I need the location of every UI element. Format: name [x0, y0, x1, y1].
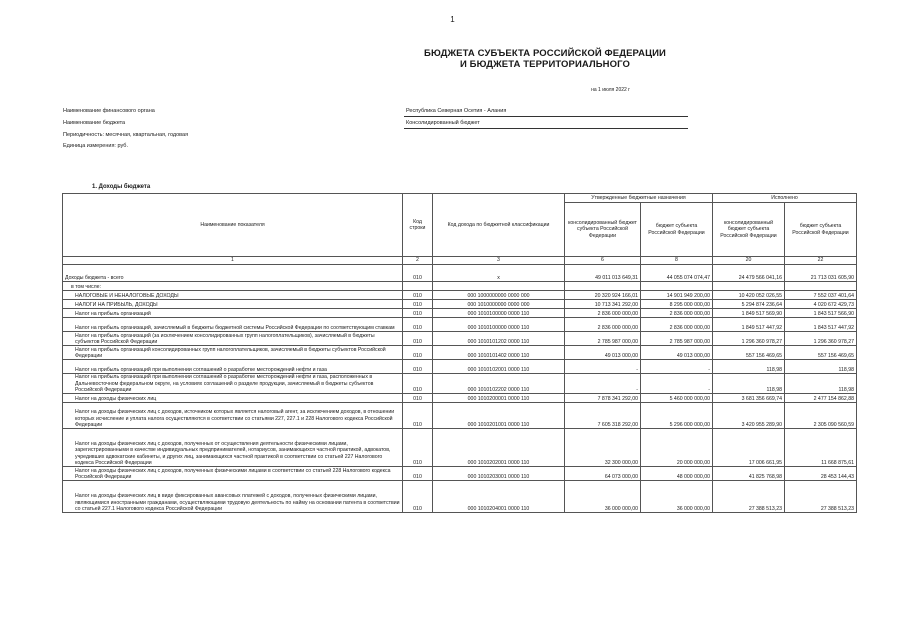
- row-approved-subject: 5 296 000 000,00: [641, 403, 713, 429]
- row-name: Налог на прибыль организаций, зачисляемый в бюджеты бюджетной системы Российской Федерации по соответствующим ставкам: [63, 318, 403, 332]
- row-approved-consolidated: 49 011 013 649,31: [565, 265, 641, 282]
- row-executed-subject: 7 552 037 401,64: [785, 291, 857, 300]
- header-name: Наименование показателя: [63, 194, 403, 257]
- row-approved-consolidated: -: [565, 374, 641, 394]
- row-kbk: 000 1010204001 0000 110: [433, 481, 565, 513]
- row-executed-subject: 21 713 031 605,90: [785, 265, 857, 282]
- row-name: Налог на доходы физических лиц с доходов, источником которых является налоговый агент, за исключением доходов, в отношении которых исчисление и уплата налога осуществляются в соответствии со статьями 227, 227.1 и 228 Налогового кодекса Российской Федерации: [63, 403, 403, 429]
- row-executed-subject: 557 156 469,65: [785, 346, 857, 360]
- col-number-5: 8: [641, 257, 713, 265]
- row-approved-consolidated: [565, 282, 641, 291]
- row-approved-subject: 5 460 000 000,00: [641, 394, 713, 403]
- row-kbk: 000 1010102202 0000 110: [433, 374, 565, 394]
- table-row: [63, 300, 857, 309]
- table-row: [63, 346, 857, 360]
- row-name: НАЛОГИ НА ПРИБЫЛЬ, ДОХОДЫ: [63, 300, 403, 309]
- row-code: 010: [403, 394, 433, 403]
- row-approved-consolidated: 7 878 341 292,00: [565, 394, 641, 403]
- row-approved-subject: 2 836 000 000,00: [641, 318, 713, 332]
- row-approved-consolidated: 20 320 924 166,01: [565, 291, 641, 300]
- row-approved-consolidated: 49 013 000,00: [565, 346, 641, 360]
- row-approved-subject: -: [641, 360, 713, 374]
- row-executed-subject: 28 453 144,43: [785, 467, 857, 481]
- row-code: 010: [403, 429, 433, 467]
- row-name: Налог на прибыль организаций при выполнении соглашений о разработке месторождений нефти и газа, расположенных в Дальневосточном федеральном округе, на условиях соглашений о разделе продукции, зачисляемый в бюджеты субъектов Российской Федерации: [63, 374, 403, 394]
- row-code: 010: [403, 318, 433, 332]
- row-name: в том числе:: [63, 282, 403, 291]
- row-approved-subject: 2 836 000 000,00: [641, 309, 713, 318]
- row-approved-consolidated: 36 000 000,00: [565, 481, 641, 513]
- row-executed-consolidated: 17 006 661,95: [713, 429, 785, 467]
- row-name: НАЛОГОВЫЕ И НЕНАЛОГОВЫЕ ДОХОДЫ: [63, 291, 403, 300]
- org-label: Наименование финансового органа: [63, 108, 155, 114]
- row-approved-consolidated: 10 713 341 292,00: [565, 300, 641, 309]
- row-code: 010: [403, 332, 433, 346]
- row-name: Налог на прибыль организаций при выполнении соглашений о разработке месторождений нефти и газа: [63, 360, 403, 374]
- org-underline: [404, 116, 688, 117]
- org-value: Республика Северная Осетия - Алания: [406, 108, 507, 114]
- row-executed-consolidated: 118,98: [713, 374, 785, 394]
- table-row: [63, 360, 857, 374]
- table-row: [63, 291, 857, 300]
- row-approved-consolidated: 2 785 987 000,00: [565, 332, 641, 346]
- row-code: 010: [403, 403, 433, 429]
- header-approved-group: Утвержденные бюджетные назначения: [565, 194, 713, 203]
- title-line-1: БЮДЖЕТА СУБЪЕКТА РОССИЙСКОЙ ФЕДЕРАЦИИ: [424, 48, 666, 59]
- row-executed-subject: 11 668 875,61: [785, 429, 857, 467]
- row-approved-subject: 14 901 949 200,00: [641, 291, 713, 300]
- table-row: [63, 394, 857, 403]
- table-row: [63, 309, 857, 318]
- row-approved-subject: -: [641, 374, 713, 394]
- section-title: 1. Доходы бюджета: [92, 184, 151, 190]
- col-number-2: 2: [403, 257, 433, 265]
- row-name: Налог на прибыль организаций: [63, 309, 403, 318]
- col-number-7: 22: [785, 257, 857, 265]
- row-approved-subject: 2 785 987 000,00: [641, 332, 713, 346]
- col-number-4: 6: [565, 257, 641, 265]
- row-executed-subject: 1 843 517 566,90: [785, 309, 857, 318]
- row-approved-consolidated: -: [565, 360, 641, 374]
- row-executed-consolidated: 1 849 517 447,92: [713, 318, 785, 332]
- row-code: 010: [403, 374, 433, 394]
- row-kbk: x: [433, 265, 565, 282]
- row-code: 010: [403, 346, 433, 360]
- row-executed-consolidated: 10 420 052 026,55: [713, 291, 785, 300]
- row-name: Налог на доходы физических лиц с доходов, полученных от осуществления деятельности физическими лицами, зарегистрированными в качестве индивидуальных предпринимателей, нотариусов, занимающихся частной практикой, адвокатов, учредивших адвокатские кабинеты, и других лиц, занимающихся частной практикой в соответствии со статьей 227 Налогового кодекса Российской Федерации: [63, 429, 403, 467]
- row-executed-subject: 118,98: [785, 360, 857, 374]
- row-code: 010: [403, 265, 433, 282]
- row-kbk: 000 1010203001 0000 110: [433, 467, 565, 481]
- row-code: [403, 282, 433, 291]
- row-kbk: 000 1010101202 0000 110: [433, 332, 565, 346]
- row-code: 010: [403, 309, 433, 318]
- row-executed-consolidated: 27 388 513,23: [713, 481, 785, 513]
- header-kbk: Код дохода по бюджетной классификации: [433, 194, 565, 257]
- row-executed-subject: 27 388 513,23: [785, 481, 857, 513]
- row-executed-subject: 118,98: [785, 374, 857, 394]
- row-executed-consolidated: [713, 282, 785, 291]
- header-group-row: [63, 194, 857, 203]
- row-approved-consolidated: 2 836 000 000,00: [565, 309, 641, 318]
- row-kbk: [433, 282, 565, 291]
- income-table: [62, 193, 857, 513]
- header-code: Код строки: [403, 194, 433, 257]
- row-approved-consolidated: 32 300 000,00: [565, 429, 641, 467]
- row-kbk: 000 1010200001 0000 110: [433, 394, 565, 403]
- unit-label: Единица измерения: руб.: [63, 143, 128, 149]
- row-kbk: 000 1010100000 0000 110: [433, 309, 565, 318]
- header-number-row: [63, 257, 857, 265]
- row-executed-consolidated: 24 479 566 041,16: [713, 265, 785, 282]
- row-code: 010: [403, 467, 433, 481]
- header-approved-consolidated: консолидированный бюджет субъекта Российской Федерации: [565, 203, 641, 257]
- header-executed-subject: бюджет субъекта Российской Федерации: [785, 203, 857, 257]
- col-number-3: 3: [433, 257, 565, 265]
- row-approved-subject: 8 295 000 000,00: [641, 300, 713, 309]
- col-number-6: 20: [713, 257, 785, 265]
- row-executed-consolidated: 3 681 356 669,74: [713, 394, 785, 403]
- row-approved-consolidated: 64 073 000,00: [565, 467, 641, 481]
- row-approved-subject: 36 000 000,00: [641, 481, 713, 513]
- row-executed-consolidated: 41 825 768,98: [713, 467, 785, 481]
- row-executed-subject: 1 296 360 978,27: [785, 332, 857, 346]
- table-row: [63, 481, 857, 513]
- row-name: Налог на доходы физических лиц: [63, 394, 403, 403]
- row-approved-consolidated: 2 836 000 000,00: [565, 318, 641, 332]
- row-executed-consolidated: 118,98: [713, 360, 785, 374]
- row-name: Налог на прибыль организаций (за исключением консолидированных групп налогоплательщиков), зачисляемый в бюджеты субъектов Российской Федерации: [63, 332, 403, 346]
- row-approved-subject: 48 000 000,00: [641, 467, 713, 481]
- table-row: [63, 403, 857, 429]
- row-name: Налог на доходы физических лиц в виде фиксированных авансовых платежей с доходов, полученных физическими лицами, являющимися иностранными гражданами, осуществляющими трудовую деятельность по найму на основании патента в соответствии со статьей 227.1 Налогового кодекса Российской Федерации: [63, 481, 403, 513]
- row-approved-subject: [641, 282, 713, 291]
- row-executed-subject: 4 020 672 429,73: [785, 300, 857, 309]
- table-row: [63, 374, 857, 394]
- col-number-1: 1: [63, 257, 403, 265]
- row-approved-subject: 49 013 000,00: [641, 346, 713, 360]
- budget-value: Консолидированный бюджет: [406, 120, 480, 126]
- budget-label: Наименование бюджета: [63, 120, 126, 126]
- page-title: [330, 48, 760, 70]
- row-kbk: 000 1010100000 0000 110: [433, 318, 565, 332]
- header-executed-group: Исполнено: [713, 194, 857, 203]
- table-row: [63, 429, 857, 467]
- row-kbk: 000 1010201001 0000 110: [433, 403, 565, 429]
- row-code: 010: [403, 481, 433, 513]
- row-executed-consolidated: 1 849 517 569,90: [713, 309, 785, 318]
- report-date: на 1 июля 2022 г: [591, 87, 630, 93]
- row-kbk: 000 1000000000 0000 000: [433, 291, 565, 300]
- row-code: 010: [403, 300, 433, 309]
- row-executed-subject: 2 477 154 862,88: [785, 394, 857, 403]
- row-kbk: 000 1010101402 0000 110: [433, 346, 565, 360]
- row-executed-subject: [785, 282, 857, 291]
- header-executed-consolidated: консолидированный бюджет субъекта Российской Федерации: [713, 203, 785, 257]
- row-approved-subject: 20 000 000,00: [641, 429, 713, 467]
- period-label: Периодичность: месячная, квартальная, годовая: [63, 132, 189, 138]
- row-executed-subject: 2 305 090 560,59: [785, 403, 857, 429]
- row-executed-consolidated: 5 294 874 236,64: [713, 300, 785, 309]
- budget-underline: [404, 128, 688, 129]
- table-row: [63, 265, 857, 282]
- row-approved-subject: 44 055 074 074,47: [641, 265, 713, 282]
- page-number: 1: [450, 15, 455, 24]
- row-approved-consolidated: 7 605 318 292,00: [565, 403, 641, 429]
- row-code: 010: [403, 360, 433, 374]
- header-approved-subject: бюджет субъекта Российской Федерации: [641, 203, 713, 257]
- row-kbk: 000 1010202001 0000 110: [433, 429, 565, 467]
- row-name: Доходы бюджета - всего: [63, 265, 403, 282]
- row-code: 010: [403, 291, 433, 300]
- table-row: [63, 467, 857, 481]
- row-executed-consolidated: 1 296 360 978,27: [713, 332, 785, 346]
- row-executed-consolidated: 3 420 955 289,90: [713, 403, 785, 429]
- row-name: Налог на прибыль организаций консолидированных групп налогоплательщиков, зачисляемый в бюджеты субъектов Российской Федерации: [63, 346, 403, 360]
- row-kbk: 000 1010102001 0000 110: [433, 360, 565, 374]
- table-row: [63, 282, 857, 291]
- row-executed-consolidated: 557 156 469,65: [713, 346, 785, 360]
- row-kbk: 000 1010000000 0000 000: [433, 300, 565, 309]
- row-name: Налог на доходы физических лиц с доходов, полученных физическими лицами в соответствии со статьей 228 Налогового кодекса Российской Федерации: [63, 467, 403, 481]
- row-executed-subject: 1 843 517 447,92: [785, 318, 857, 332]
- table-row: [63, 318, 857, 332]
- title-line-2: И БЮДЖЕТА ТЕРРИТОРИАЛЬНОГО: [460, 59, 630, 70]
- table-row: [63, 332, 857, 346]
